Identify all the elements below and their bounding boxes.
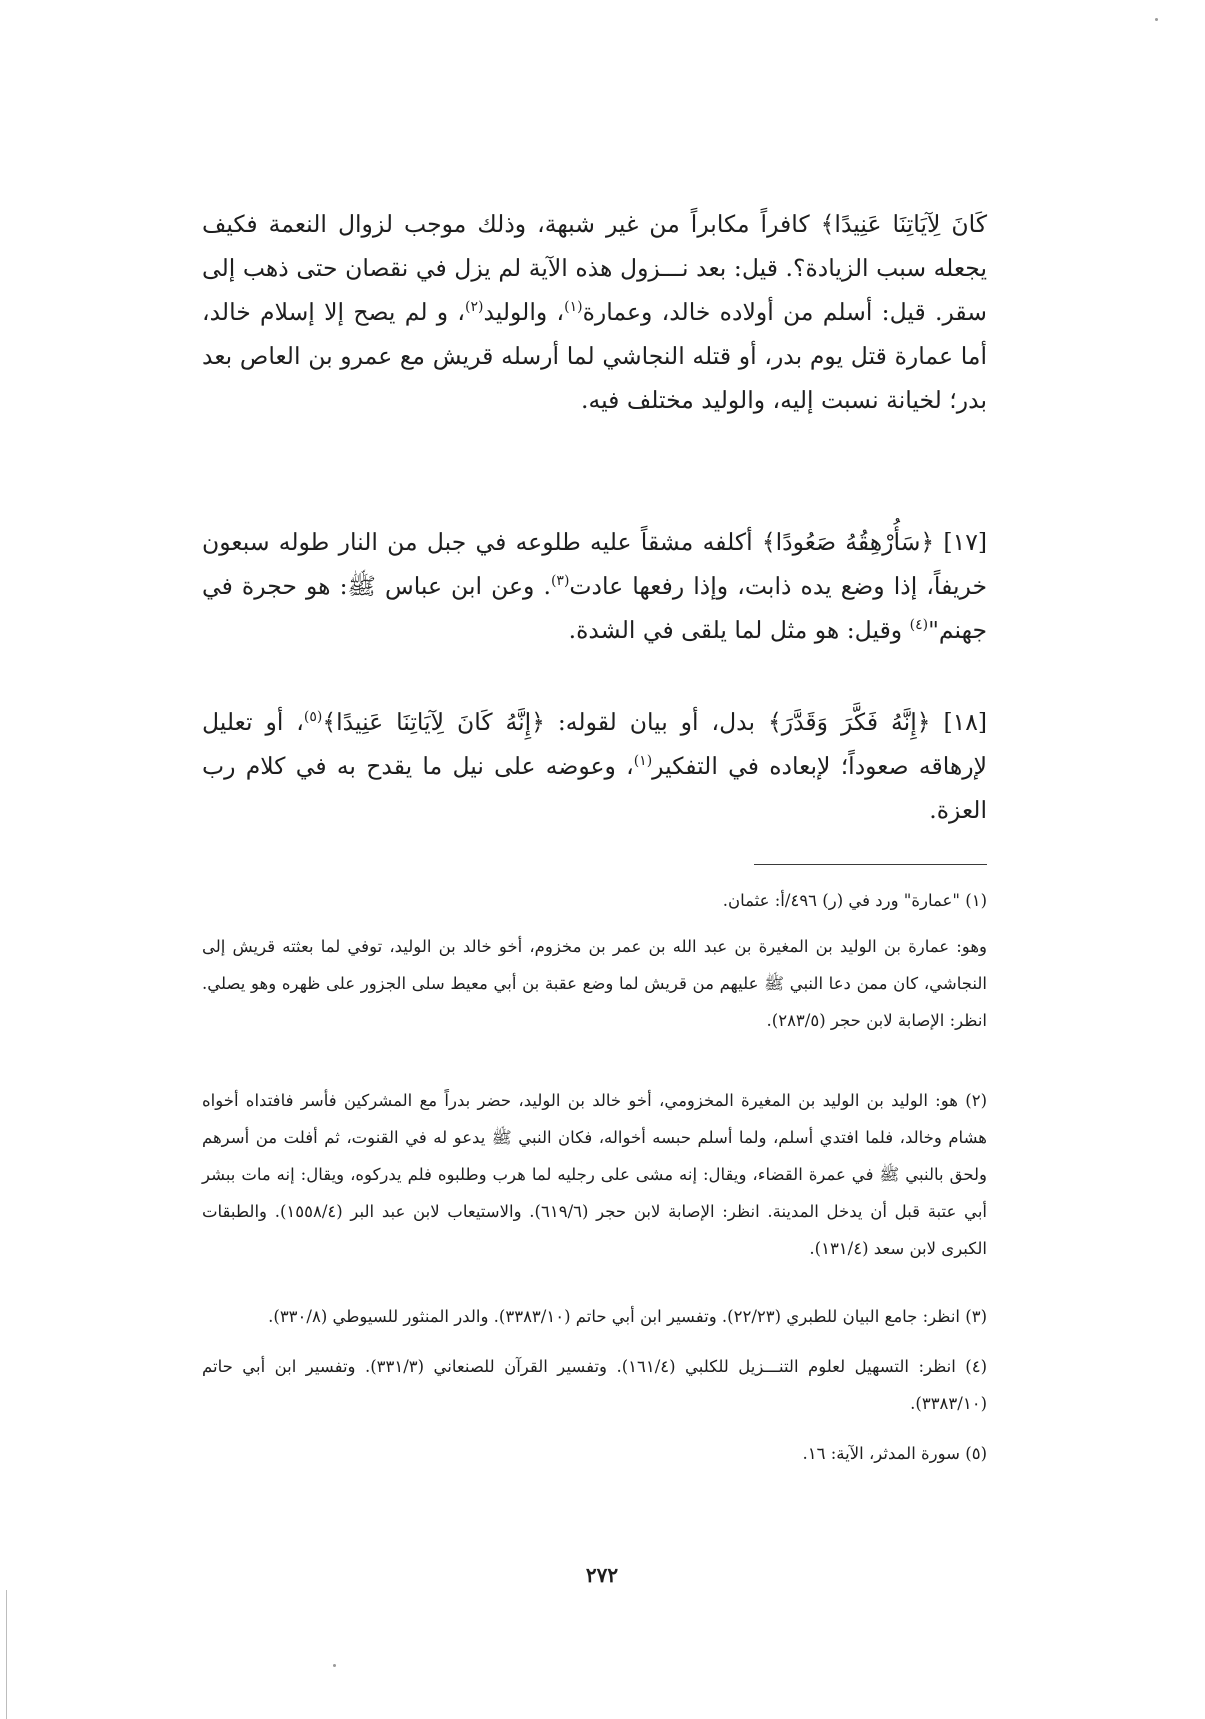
scan-speck [333,1664,336,1667]
page-number: ٢٧٢ [585,1563,619,1587]
footnote-1: (١) "عمارة" ورد في (ر) ٤٩٦/أ: عثمان. [722,891,987,910]
paragraph-text: وقيل: هو مثل لما يلقى في الشدة. [568,616,910,644]
paragraph-text: ، وعوضه على نيل ما يقدح به في كلام رب العزة. [202,752,987,824]
footnote-ref[interactable]: (٥) [303,709,323,726]
footnote-4: (٤) انظر: التسهيل لعلوم التنـــزيل للكلبي (١٦١/٤). وتفسير القرآن للصنعاني (٣٣١/٣). وتفسير ابن أبي حاتم (٣٣٨٣/١٠). [202,1357,988,1413]
paragraph-text: . وعن ابن عباس ﷺ: هو حجرة في جهنم" [202,572,987,644]
paragraph-text: كافراً مكابراً من غير شبهة، وذلك موجب لزوال النعمة فكيف يجعله سبب الزيادة؟. قيل: بعد نـــزول هذه الآية لم يزل في نقصان حتى ذهب إلى سقر. قيل: أسلم من أولاده خالد، وعمارة [202,210,987,326]
paragraph-text: أكلفه مشقاً عليه طلوعه في جبل من النار طوله سبعون خريفاً، إذا وضع يده ذابت، وإذا رفعها عادت [202,528,987,600]
footnote-separator [754,864,987,865]
verse-number: [١٨] [943,708,988,736]
paragraph-verse-16-commentary [202,202,987,422]
paragraph-verse-17 [202,520,987,652]
quran-quote: ﴿سَأُرْهِقُهُ صَعُودًا﴾ [761,528,944,556]
paragraph-text: ، أو تعليل لإرهاقه صعوداً؛ لإبعاده في التفكير [202,708,987,780]
quran-quote: كَانَ لِآيَاتِنَا عَنِيدًا﴾ [820,210,988,238]
scan-speck [1155,18,1158,21]
footnote-2: (٢) هو: الوليد بن الوليد بن المغيرة المخزومي، أخو خالد بن الوليد، حضر بدراً مع المشركين فأسر فافتداه أخواه هشام وخالد، فلما افتدي أسلم، ولما أسلم حبسه أخواله، فكان النبي ﷺ يدعو له في القنوت، ثم أفلت من أسرهم ولحق بالنبي ﷺ في عمرة القضاء، ويقال: إنه مشى على رجليه لما هرب وطلبوه فلم يدركوه، ويقال: إنه مات ببشر أبي عتبة قبل أن يدخل المدينة. انظر: الإصابة لابن حجر (٦١٩/٦). والاستيعاب لابن عبد البر (١٥٥٨/٤). والطبقات الكبرى لابن سعد (١٣١/٤). [202,1091,987,1258]
footnote-ref[interactable]: (٣) [550,573,570,590]
footnote-1-continued: وهو: عمارة بن الوليد بن المغيرة بن عبد الله بن عمر بن مخزوم، أخو خالد بن الوليد، توفي لما بعثته قريش إلى النجاشي، كان ممن دعا النبي ﷺ عليهم من قريش لما وضع عقبة بن أبي معيط سلى الجزور على ظهره وهو يصلي. انظر: الإصابة لابن حجر (٢٨٣/٥). [202,937,987,1030]
scan-edge-line [6,1590,7,1719]
footnote-3: (٣) انظر: جامع البيان للطبري (٢٢/٢٣). وتفسير ابن أبي حاتم (٣٣٨٣/١٠). والدر المنثور للسيوطي (٣٣٠/٨). [268,1307,987,1326]
footnote-5: (٥) سورة المدثر، الآية: ١٦. [802,1444,987,1463]
paragraph-text: بدل، أو بيان لقوله: [544,708,768,736]
paragraph-text: ، و لم يصح إلا إسلام خالد، أما عمارة قتل يوم بدر، أو قتله النجاشي لما أرسله قريش مع عمرو بن العاص بعد بدر؛ لخيانة نسبت إليه، والوليد مختلف فيه. [202,298,987,414]
footnote-ref[interactable]: (١) [564,299,583,316]
footnote-ref[interactable]: (٢) [464,299,484,316]
paragraph-verse-18 [202,700,987,832]
paragraph-text: ، والوليد [483,298,565,326]
quran-quote: ﴿إِنَّهُ فَكَّرَ وَقَدَّرَ﴾ [767,708,944,736]
quran-quote: ﴿إِنَّهُ كَانَ لِآيَاتِنَا عَنِيدًا﴾ [322,708,545,736]
verse-number: [١٧] [943,528,987,556]
footnote-ref[interactable]: (٤) [909,617,929,634]
footnote-ref[interactable]: (١) [633,753,653,770]
